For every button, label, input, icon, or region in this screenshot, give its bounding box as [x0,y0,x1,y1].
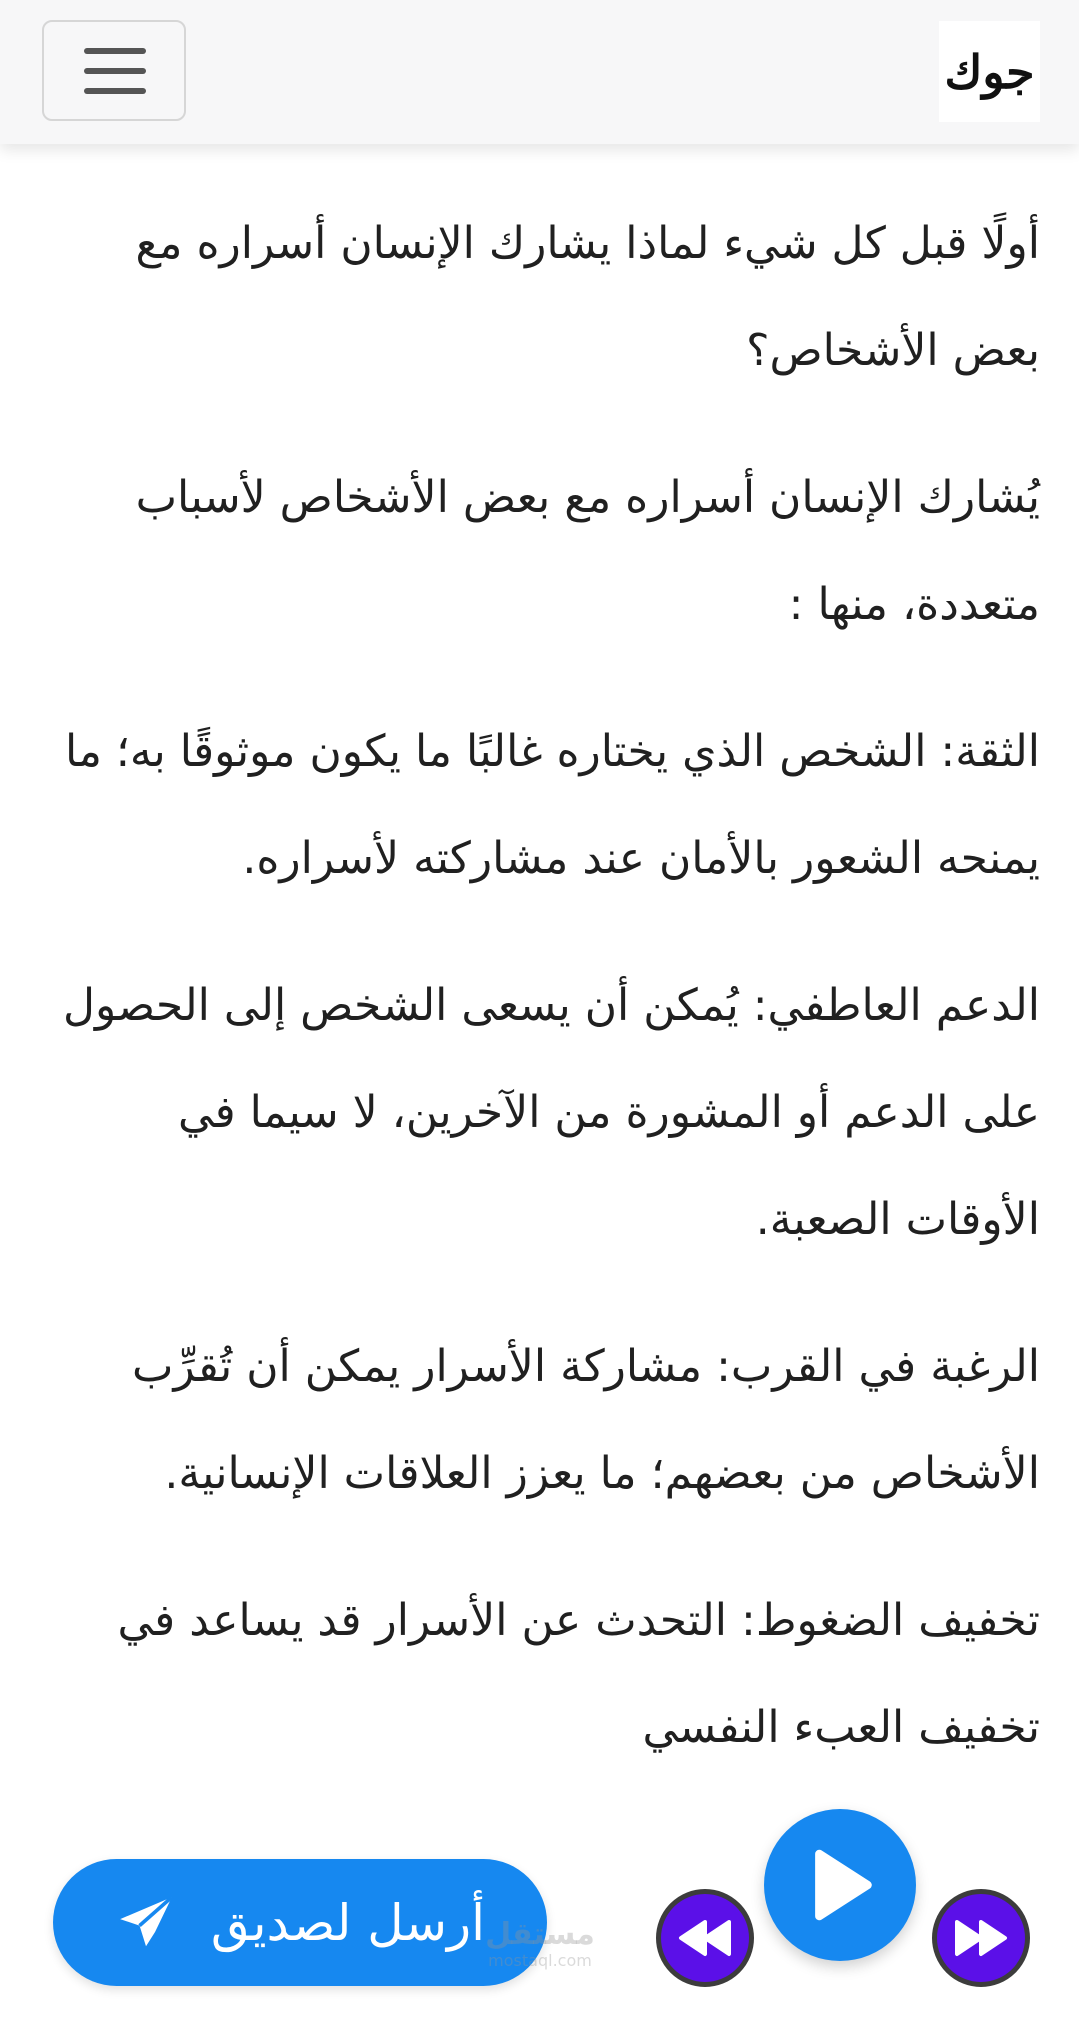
play-button[interactable] [764,1809,916,1961]
article-paragraph: الثقة: الشخص الذي يختاره غالبًا ما يكون موثوقًا به؛ ما يمنحه الشعور بالأمان عند مشاركته لأسراره. [64,726,1040,884]
article-body [40,190,1040,1821]
fast-forward-icon [953,1918,1009,1958]
send-to-friend-button[interactable] [53,1859,547,1986]
article-paragraph: الدعم العاطفي: يُمكن أن يسعى الشخص إلى الحصول على الدعم أو المشورة من الآخرين، لا سيما في الأوقات الصعبة. [62,980,1040,1245]
hamburger-icon-bar [84,48,146,54]
rewind-icon [677,1918,733,1958]
article-paragraph: يُشارك الإنسان أسراره مع بعض الأشخاص لأسباب متعددة، منها : [135,472,1040,630]
rewind-button[interactable] [656,1889,754,1987]
article-paragraph: أولًا قبل كل شيء لماذا يشارك الإنسان أسراره مع بعض الأشخاص؟ [135,218,1040,376]
watermark-text: مستقل [485,1917,595,1952]
top-header [0,0,1079,144]
watermark-subtext: mostaql.com [488,1951,592,1970]
send-to-friend-label: أرسل لصديق [210,1893,486,1952]
play-icon [805,1847,875,1923]
hamburger-icon-bar [84,88,146,94]
menu-button[interactable] [42,20,186,121]
paper-plane-icon [115,1892,177,1954]
hamburger-icon-bar [84,68,146,74]
site-logo[interactable]: جوك [939,21,1040,122]
article-paragraph: الرغبة في القرب: مشاركة الأسرار يمكن أن تُقرِّب الأشخاص من بعضهم؛ ما يعزز العلاقات الإنسانية. [132,1341,1040,1499]
fast-forward-button[interactable] [932,1889,1030,1987]
article-paragraph: تخفيف الضغوط: التحدث عن الأسرار قد يساعد في تخفيف العبء النفسي [117,1595,1040,1753]
